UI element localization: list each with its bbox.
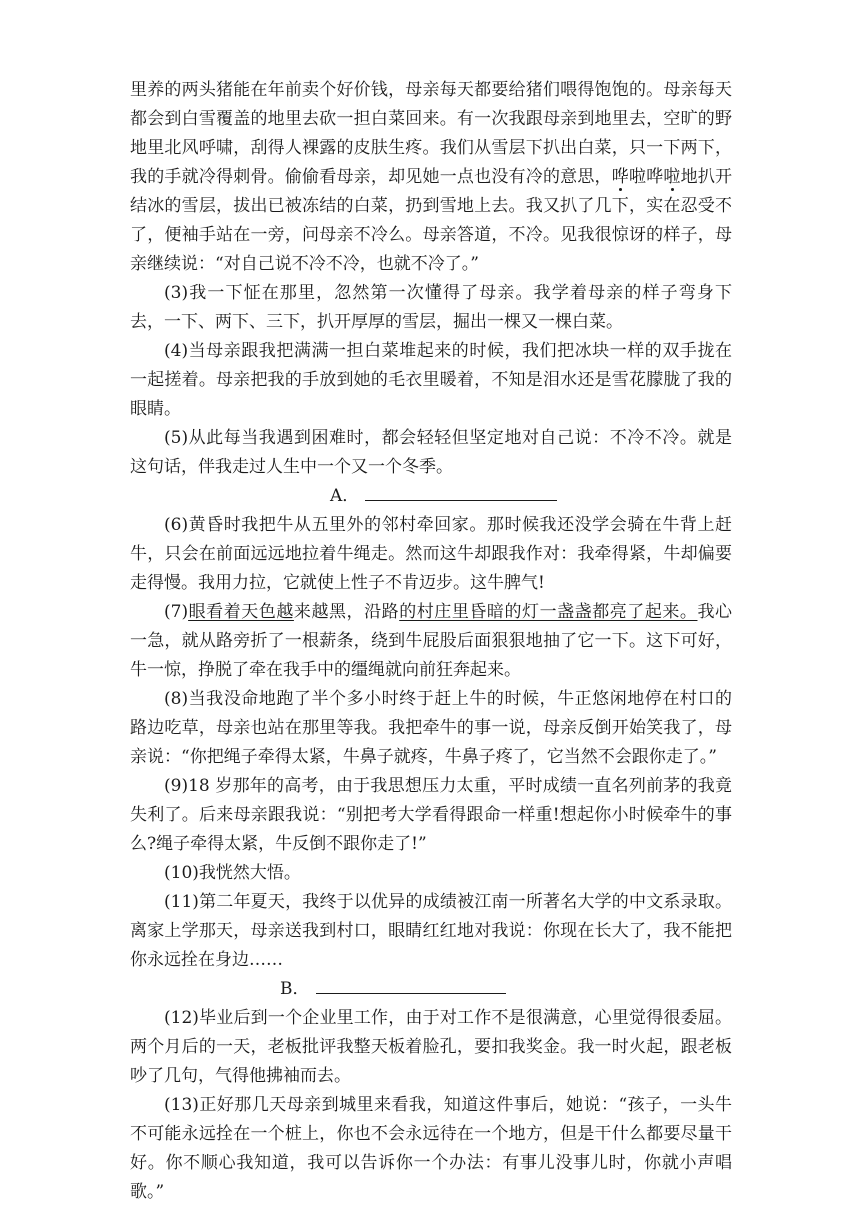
paragraph-8: (8)当我没命地跑了半个多小时终于赶上牛的时候，牛正悠闲地停在村口的路边吃草，母亲也站在那里等我。我把牵牛的事一说，母亲反倒开始笑我了，母亲说：“你把绳子牵得太紧，牛鼻子就疼，牛鼻子疼了，它当然不会跟你走了。” bbox=[130, 689, 732, 767]
paragraph-3: (3)我一下怔在那里，忽然第一次懂得了母亲。我学着母亲的样子弯身下去，一下、两下、三下，扒开厚厚的雪层，掘出一棵又一棵白菜。 bbox=[130, 283, 732, 332]
paragraph-13: (13)正好那几天母亲到城里来看我，知道这件事后，她说：“孩子，一头牛不可能永远拴在一个桩上，你也不会永远待在一个地方，但是干什么都要尽量干好。你不顺心我知道，我可以告诉你一个办法：有事儿没事儿时，你就小声唱歌。” bbox=[130, 1095, 732, 1202]
answer-blank-a[interactable] bbox=[365, 482, 557, 501]
paragraph-11: (11)第二年夏天，我终于以优异的成绩被江南一所著名大学的中文系录取。离家上学那天，母亲送我到村口，眼睛红红地对我说：你现在长大了，我不能把你永远拴在身边…… bbox=[130, 892, 732, 970]
paragraph-5: (5)从此每当我遇到困难时，都会轻轻但坚定地对自己说：不冷不冷。就是这句话，伴我走过人生中一个又一个冬季。 bbox=[130, 428, 732, 477]
underlined-text: 的村庄里昏暗的灯一盏盏都亮了起来。 bbox=[399, 602, 698, 622]
emphasis-char: 啦 bbox=[663, 167, 681, 187]
subheading-b-label: B． bbox=[280, 979, 310, 999]
paragraph-intro: 里养的两头猪能在年前卖个好价钱，母亲每天都要给猪们喂得饱饱的。母亲每天都会到白雪覆盖的地里去砍一担白菜回来。有一次我跟母亲到地里去，空旷的野地里北风呼啸，刮得人裸露的皮肤生疼。我们从雪层下扒出白菜，只一下两下，我的手就冷得刺骨。偷偷看母亲，却见她一点也没有冷的意思，哗啦哗啦地扒开结冰的雪层，拔出已被冻结的白菜，扔到雪地上去。我又扒了几下，实在忍受不了，便袖手站在一旁，问母亲不冷么。母亲答道，不冷。见我很惊讶的样子，母亲继续说：“对自己说不冷不冷，也就不冷了。” bbox=[130, 80, 733, 274]
subheading-a bbox=[130, 482, 732, 511]
answer-blank-b[interactable] bbox=[316, 975, 506, 994]
paragraph-12: (12)毕业后到一个企业里工作，由于对工作不是很满意，心里觉得很委屈。两个月后的一天，老板批评我整天板着脸孔，要扣我奖金。我一时火起，跟老板吵了几句，气得他拂袖而去。 bbox=[130, 1008, 732, 1086]
paragraph-7: (7)眼看着天色越来越黑，沿路的村庄里昏暗的灯一盏盏都亮了起来。我心一急，就从路旁折了一根薪条，绕到牛屁股后面狠狠地抽了它一下。这下可好，牛一惊，挣脱了牵在我手中的缰绳就向前狂奔起来。 bbox=[130, 602, 733, 680]
paragraph-6: (6)黄昏时我把牛从五里外的邻村牵回家。那时候我还没学会骑在牛背上赶牛，只会在前面远远地拉着牛绳走。然而这牛却跟我作对：我牵得紧，牛却偏要走得慢。我用力拉，它就使上性子不肯迈步。这牛脾气! bbox=[130, 515, 732, 593]
emphasis-char: 哗 bbox=[611, 167, 629, 187]
subheading-b bbox=[130, 975, 732, 1004]
paragraph-9: (9)18 岁那年的高考，由于我思想压力太重，平时成绩一直名列前茅的我竟失利了。后来母亲跟我说：“别把考大学看得跟命一样重!想起你小时候牵牛的事么?绳子牵得太紧，牛反倒不跟你走了!” bbox=[130, 776, 732, 854]
paragraph-10: (10)我恍然大悟。 bbox=[164, 863, 301, 883]
paragraph-4: (4)当母亲跟我把满满一担白菜堆起来的时候，我们把冰块一样的双手拢在一起搓着。母亲把我的手放到她的毛衣里暖着，不知是泪水还是雪花朦胧了我的眼睛。 bbox=[130, 341, 732, 419]
article bbox=[130, 76, 732, 1207]
underlined-text: 眼看着天色越 bbox=[188, 602, 294, 622]
subheading-a-label: A． bbox=[330, 486, 360, 506]
